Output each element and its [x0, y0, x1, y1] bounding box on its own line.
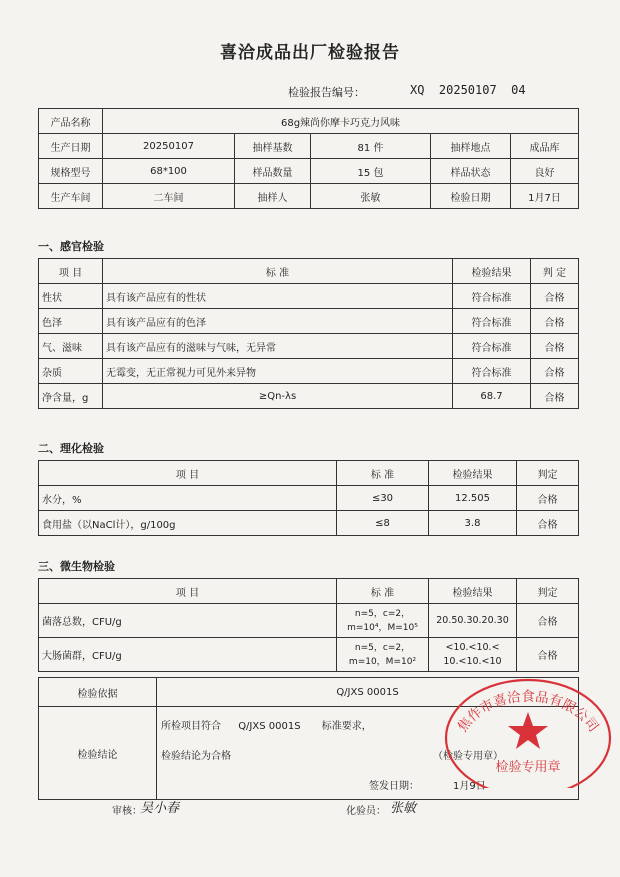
prod-date: 20250107: [103, 134, 235, 159]
table-row: [39, 384, 579, 409]
sensory-h-std: 标 准: [103, 259, 453, 284]
prod-date-label: 生产日期: [39, 134, 103, 159]
conclusion-line2: 检验结论为合格: [161, 751, 231, 762]
sample-place: 成品库: [511, 134, 579, 159]
micro-result-line1: <10.<10.<: [445, 641, 500, 653]
sample-base: 81 件: [311, 134, 431, 159]
micro-std-line2: m=10⁴，M=10⁵: [347, 622, 418, 633]
physchem-judge: 合格: [517, 511, 579, 536]
physchem-heading: 二、理化检验: [38, 442, 104, 455]
table-row: [39, 638, 579, 672]
micro-std-line1: n=5，c=2，: [354, 608, 411, 619]
sensory-result: 符合标准: [453, 334, 531, 359]
physchem-std: ≤30: [337, 486, 429, 511]
micro-h-judge: 判定: [517, 579, 579, 604]
micro-heading: 三、微生物检验: [38, 560, 115, 573]
spec-label: 规格型号: [39, 159, 103, 184]
physchem-h-result: 检验结果: [429, 461, 517, 486]
sensory-item: 性状: [39, 284, 103, 309]
micro-item: 大肠菌群，CFU/g: [39, 638, 337, 672]
sampler-label: 抽样人: [235, 184, 311, 209]
reviewer-label: 审核：: [112, 806, 142, 817]
sensory-judge: 合格: [531, 284, 579, 309]
micro-result: 20.50.30.20.30: [429, 604, 517, 638]
sample-base-label: 抽样基数: [235, 134, 311, 159]
sensory-result: 符合标准: [453, 309, 531, 334]
seal-note: （检验专用章）: [433, 751, 503, 762]
sensory-result: 符合标准: [453, 359, 531, 384]
product-name: 68g辣尚你摩卡巧克力风味: [103, 109, 579, 134]
report-title: 喜洽成品出厂检验报告: [220, 43, 400, 63]
micro-std: [337, 638, 429, 672]
test-date-label: 检验日期: [431, 184, 511, 209]
sample-place-label: 抽样地点: [431, 134, 511, 159]
sensory-judge: 合格: [531, 334, 579, 359]
test-date: 1月7日: [511, 184, 579, 209]
physchem-item: 水分，%: [39, 486, 337, 511]
physchem-result: 3.8: [429, 511, 517, 536]
sensory-judge: 合格: [531, 309, 579, 334]
workshop-label: 生产车间: [39, 184, 103, 209]
table-row: [39, 309, 579, 334]
micro-judge: 合格: [517, 604, 579, 638]
table-row: [39, 486, 579, 511]
physchem-h-std: 标 准: [337, 461, 429, 486]
sensory-item: 净含量，g: [39, 384, 103, 409]
table-row: [39, 334, 579, 359]
micro-result-line2: 10.<10.<10: [443, 655, 502, 667]
physchem-std: ≤8: [337, 511, 429, 536]
product-name-label: 产品名称: [39, 109, 103, 134]
stamp-star-icon: [508, 712, 548, 749]
micro-result: [429, 638, 517, 672]
sensory-std: 具有该产品应有的滋味与气味，无异常: [103, 334, 453, 359]
sample-state: 良好: [511, 159, 579, 184]
sensory-std: ≥Qn-λs: [103, 384, 453, 409]
stamp-company-path: 焦作市喜洽食品有限公司: [454, 688, 602, 736]
micro-h-result: 检验结果: [429, 579, 517, 604]
physchem-item: 食用盐（以NaCl计），g/100g: [39, 511, 337, 536]
conclusion-line1c: 标准要求，: [321, 721, 372, 732]
micro-table: [38, 578, 579, 672]
micro-std-line2: m=10，M=10²: [348, 656, 417, 667]
sample-qty: 15 包: [311, 159, 431, 184]
sampler: 张敏: [311, 184, 431, 209]
table-row: [39, 604, 579, 638]
micro-judge: 合格: [517, 638, 579, 672]
sensory-table: [38, 258, 579, 409]
micro-std-line1: n=5，c=2，: [354, 642, 411, 653]
report-no-label: 检验报告编号：: [288, 86, 365, 99]
sensory-std: 具有该产品应有的色泽: [103, 309, 453, 334]
sensory-judge: 合格: [531, 359, 579, 384]
report-no: XQ 20250107 04: [410, 83, 526, 97]
conclusion-label: 检验结论: [39, 707, 157, 800]
micro-h-std: 标 准: [337, 579, 429, 604]
physchem-result: 12.505: [429, 486, 517, 511]
sample-qty-label: 样品数量: [235, 159, 311, 184]
physchem-h-judge: 判定: [517, 461, 579, 486]
conclusion-line1: [161, 717, 372, 732]
physchem-judge: 合格: [517, 486, 579, 511]
micro-item: 菌落总数，CFU/g: [39, 604, 337, 638]
table-row: [39, 511, 579, 536]
physchem-table: [38, 460, 579, 536]
sensory-item: 杂质: [39, 359, 103, 384]
reviewer-signature: 吴小春: [140, 801, 180, 816]
tester-signature: 张敏: [390, 801, 417, 816]
micro-h-item: 项 目: [39, 579, 337, 604]
micro-std: [337, 604, 429, 638]
table-row: [39, 359, 579, 384]
workshop: 二车间: [103, 184, 235, 209]
basis-label: 检验依据: [39, 678, 157, 707]
basis: Q/JXS 0001S: [157, 678, 579, 707]
sensory-item: 色泽: [39, 309, 103, 334]
issue-date-label: 签发日期：: [369, 781, 419, 792]
sensory-std: 无霉变，无正常视力可见外来异物: [103, 359, 453, 384]
spec: 68*100: [103, 159, 235, 184]
sensory-heading: 一、感官检验: [38, 240, 104, 253]
tester-label: 化验员：: [346, 806, 386, 817]
conclusion-line1b: Q/JXS 0001S: [238, 721, 301, 732]
physchem-h-item: 项 目: [39, 461, 337, 486]
sensory-std: 具有该产品应有的性状: [103, 284, 453, 309]
sensory-item: 气、滋味: [39, 334, 103, 359]
issue-date: 1月9日: [453, 781, 486, 792]
stamp-purpose-text: 检验专用章: [495, 760, 561, 775]
sensory-result: 68.7: [453, 384, 531, 409]
sensory-judge: 合格: [531, 384, 579, 409]
basic-info-table: [38, 108, 579, 209]
sensory-h-judge: 判 定: [531, 259, 579, 284]
sensory-h-item: 项 目: [39, 259, 103, 284]
sample-state-label: 样品状态: [431, 159, 511, 184]
sensory-h-result: 检验结果: [453, 259, 531, 284]
company-stamp: [430, 668, 620, 788]
sensory-result: 符合标准: [453, 284, 531, 309]
conclusion-line1a: 所检项目符合: [161, 721, 221, 732]
table-row: [39, 284, 579, 309]
